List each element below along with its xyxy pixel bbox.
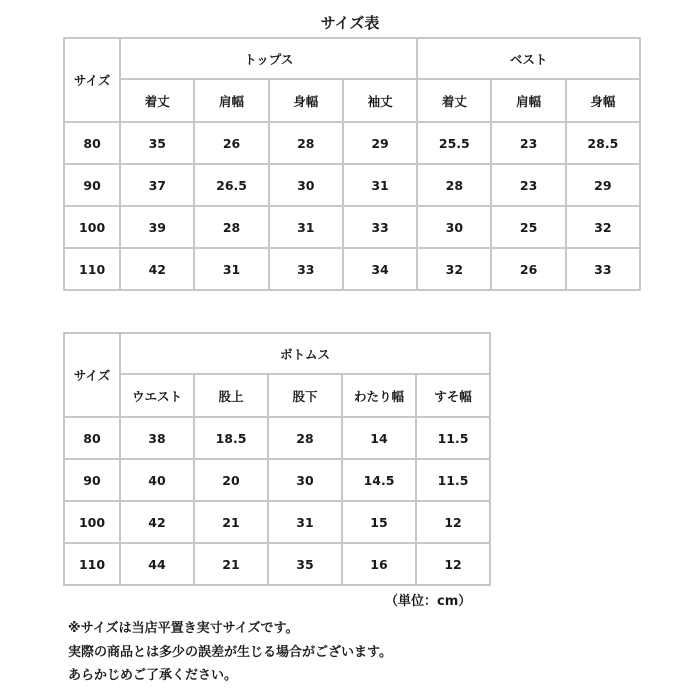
value-cell: 40 [120,459,194,501]
header-row [64,333,490,374]
group-header: ボトムス [120,333,490,374]
value-cell: 31 [269,206,343,248]
value-cell: 26.5 [194,164,268,206]
value-cell: 25.5 [417,122,491,164]
table-row [64,206,640,248]
value-cell: 28 [194,206,268,248]
size-cell: 80 [64,417,120,459]
column-header: 肩幅 [194,79,268,122]
value-cell: 35 [120,122,194,164]
table-row [64,248,640,290]
table-row [64,501,490,543]
value-cell: 28 [417,164,491,206]
column-header: 股下 [268,374,342,417]
size-table-tops-vest [63,37,641,291]
value-cell: 33 [269,248,343,290]
subheader-row [64,374,490,417]
value-cell: 18.5 [194,417,268,459]
value-cell: 15 [342,501,416,543]
value-cell: 25 [491,206,565,248]
value-cell: 20 [194,459,268,501]
value-cell: 14 [342,417,416,459]
column-header: ウエスト [120,374,194,417]
size-header: サイズ [64,38,120,122]
size-cell: 80 [64,122,120,164]
size-cell: 90 [64,459,120,501]
note-line: 実際の商品とは多少の誤差が生じる場合がございます。 [68,644,392,660]
value-cell: 14.5 [342,459,416,501]
size-cell: 110 [64,543,120,585]
table-row [64,417,490,459]
table-row [64,543,490,585]
table-row [64,122,640,164]
column-header: 身幅 [269,79,343,122]
value-cell: 16 [342,543,416,585]
column-header: 着丈 [417,79,491,122]
table-row [64,164,640,206]
value-cell: 31 [194,248,268,290]
value-cell: 21 [194,543,268,585]
value-cell: 21 [194,501,268,543]
table-row [64,459,490,501]
header-row [64,38,640,79]
value-cell: 12 [416,501,490,543]
column-header: 着丈 [120,79,194,122]
value-cell: 35 [268,543,342,585]
value-cell: 26 [194,122,268,164]
size-cell: 100 [64,501,120,543]
group-header: トップス [120,38,417,79]
value-cell: 12 [416,543,490,585]
value-cell: 38 [120,417,194,459]
value-cell: 28.5 [566,122,640,164]
value-cell: 39 [120,206,194,248]
value-cell: 42 [120,501,194,543]
column-header: 身幅 [566,79,640,122]
size-cell: 110 [64,248,120,290]
size-cell: 90 [64,164,120,206]
note-line: あらかじめご了承ください。 [68,668,238,683]
value-cell: 23 [491,122,565,164]
size-header: サイズ [64,333,120,417]
notes [68,617,392,688]
value-cell: 31 [343,164,417,206]
subheader-row [64,79,640,122]
value-cell: 28 [268,417,342,459]
value-cell: 33 [566,248,640,290]
value-cell: 34 [343,248,417,290]
value-cell: 30 [417,206,491,248]
value-cell: 11.5 [416,459,490,501]
note-line: ※サイズは当店平置き実寸サイズです。 [68,621,299,636]
value-cell: 28 [269,122,343,164]
value-cell: 33 [343,206,417,248]
value-cell: 32 [566,206,640,248]
value-cell: 11.5 [416,417,490,459]
size-cell: 100 [64,206,120,248]
page-title: サイズ表 [320,14,380,32]
column-header: すそ幅 [416,374,490,417]
value-cell: 26 [491,248,565,290]
value-cell: 29 [566,164,640,206]
column-header: 股上 [194,374,268,417]
value-cell: 32 [417,248,491,290]
group-header: ベスト [417,38,640,79]
value-cell: 37 [120,164,194,206]
column-header: 肩幅 [491,79,565,122]
value-cell: 30 [268,459,342,501]
column-header: わたり幅 [342,374,416,417]
value-cell: 31 [268,501,342,543]
value-cell: 29 [343,122,417,164]
value-cell: 30 [269,164,343,206]
value-cell: 23 [491,164,565,206]
value-cell: 44 [120,543,194,585]
column-header: 袖丈 [343,79,417,122]
value-cell: 42 [120,248,194,290]
size-table-bottoms [63,332,491,586]
unit-note: （単位：cm） [385,594,472,609]
